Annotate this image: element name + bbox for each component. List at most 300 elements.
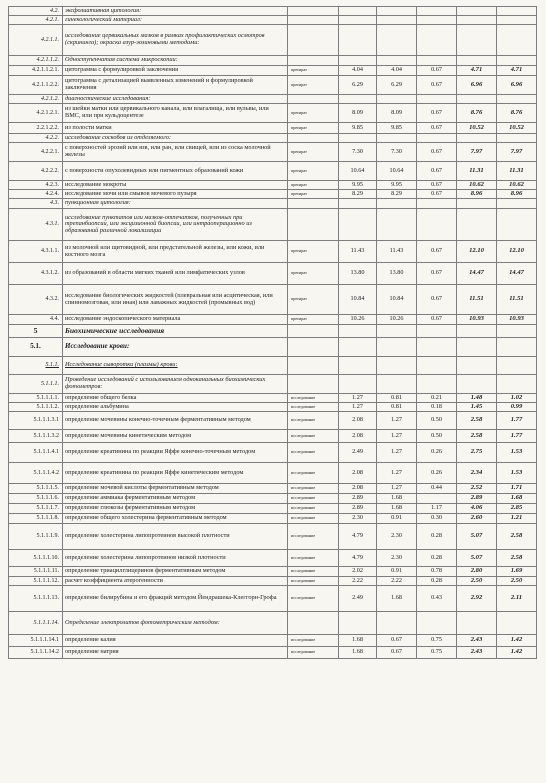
table-row: [9, 66, 537, 76]
row-value-v2: [377, 16, 417, 25]
row-value-v3: [417, 375, 457, 394]
row-value-v2: [377, 25, 417, 56]
row-value-v1: 4.79: [339, 550, 377, 567]
row-value-v3: 0.67: [417, 190, 457, 199]
row-value-v2: 0.67: [377, 647, 417, 659]
row-value-v2: 1.68: [377, 504, 417, 514]
row-unit: препарат: [288, 315, 339, 325]
row-unit: [288, 25, 339, 56]
row-code: 4.2.3.: [9, 181, 63, 190]
row-value-v1: [339, 209, 377, 241]
table-row: [9, 647, 537, 659]
row-value-v1: [339, 357, 377, 375]
table-row: [9, 76, 537, 95]
row-value-v3: 0.30: [417, 514, 457, 524]
row-total-v4: 4.06: [457, 504, 497, 514]
table-row: [9, 16, 537, 25]
row-value-v2: 0.91: [377, 567, 417, 577]
row-value-v1: 13.80: [339, 263, 377, 285]
row-value-v2: 1.27: [377, 463, 417, 484]
row-total-v5: 4.71: [497, 66, 537, 76]
row-unit: [288, 16, 339, 25]
row-name: определение креатинина по реакции Яффе кинетическим методом: [63, 463, 288, 484]
row-value-v3: [417, 7, 457, 16]
row-code: 5.1.1.1.14.2: [9, 647, 63, 659]
row-value-v3: 0.67: [417, 76, 457, 95]
row-total-v4: 12.10: [457, 241, 497, 263]
table-row: [9, 357, 537, 375]
row-code: 4.3.1.: [9, 209, 63, 241]
row-total-v4: 2.50: [457, 577, 497, 586]
row-code: 4.2.1.1.2.1.: [9, 66, 63, 76]
row-value-v2: 0.67: [377, 635, 417, 647]
row-total-v4: 6.96: [457, 76, 497, 95]
row-code: 5.1.1.1.2.: [9, 403, 63, 412]
row-code: 4.2.1.1.: [9, 25, 63, 56]
row-value-v2: 13.80: [377, 263, 417, 285]
row-value-v2: 1.68: [377, 586, 417, 612]
row-total-v5: 1.77: [497, 430, 537, 443]
row-unit: препарат: [288, 190, 339, 199]
row-total-v4: 5.07: [457, 550, 497, 567]
row-value-v2: [377, 56, 417, 66]
row-name: эксфолиативная цитология:: [63, 7, 288, 16]
row-unit: [288, 7, 339, 16]
row-name: исследование биологических жидкостей (плевральная или асцитическая, или спинномозговая, или иная) или лаважных жидкостей (промывных вод): [63, 285, 288, 315]
row-code: 5: [9, 325, 63, 338]
row-value-v1: [339, 16, 377, 25]
row-value-v2: 10.64: [377, 162, 417, 181]
document-page: [8, 6, 536, 777]
row-value-v3: 0.50: [417, 412, 457, 430]
row-value-v2: 0.81: [377, 403, 417, 412]
price-table: [8, 6, 537, 659]
row-name: из шейки матки или цервикального канала, или влагалища, или вульвы, или ВМС, или при кульдоцентезе: [63, 104, 288, 123]
row-value-v3: 0.26: [417, 463, 457, 484]
row-value-v1: 2.49: [339, 586, 377, 612]
row-code: 5.1.1.1.8.: [9, 514, 63, 524]
table-row: [9, 524, 537, 550]
row-total-v5: 6.96: [497, 76, 537, 95]
row-value-v2: 1.68: [377, 494, 417, 504]
row-value-v2: [377, 612, 417, 635]
row-value-v3: 0.26: [417, 443, 457, 463]
row-unit: препарат: [288, 104, 339, 123]
row-code: 4.3.1.2.: [9, 263, 63, 285]
row-total-v4: 2.58: [457, 430, 497, 443]
row-value-v3: [417, 25, 457, 56]
row-value-v1: 6.29: [339, 76, 377, 95]
table-row: [9, 375, 537, 394]
row-total-v4: 2.52: [457, 484, 497, 494]
row-value-v3: [417, 494, 457, 504]
row-code: 4.2.2.1.: [9, 143, 63, 162]
row-name: определение холестерина липопротеинов высокой плотности: [63, 524, 288, 550]
row-total-v5: 1.71: [497, 484, 537, 494]
row-value-v1: 2.22: [339, 577, 377, 586]
row-value-v2: [377, 134, 417, 143]
row-value-v2: 0.91: [377, 514, 417, 524]
table-row: [9, 95, 537, 104]
row-total-v4: [457, 16, 497, 25]
table-row: [9, 285, 537, 315]
table-row: [9, 25, 537, 56]
row-value-v1: 9.85: [339, 123, 377, 134]
row-value-v3: 0.44: [417, 484, 457, 494]
row-total-v4: 1.48: [457, 394, 497, 403]
row-code: 5.1.1.1.6.: [9, 494, 63, 504]
row-unit: препарат: [288, 162, 339, 181]
table-row: [9, 56, 537, 66]
row-total-v4: [457, 7, 497, 16]
row-unit: исследование: [288, 586, 339, 612]
row-value-v3: 0.67: [417, 104, 457, 123]
table-row: [9, 443, 537, 463]
row-code: 5.1.1.1.13.: [9, 586, 63, 612]
table-body: [9, 7, 537, 659]
row-code: 4.3.1.1.: [9, 241, 63, 263]
row-value-v1: [339, 134, 377, 143]
row-code: 4.2.1.2.: [9, 95, 63, 104]
table-row: [9, 190, 537, 199]
row-value-v1: 2.49: [339, 443, 377, 463]
row-unit: препарат: [288, 76, 339, 95]
row-value-v3: 0.67: [417, 162, 457, 181]
row-total-v4: 5.07: [457, 524, 497, 550]
row-value-v2: [377, 325, 417, 338]
row-code: 5.1.1.1.3.1: [9, 412, 63, 430]
row-unit: препарат: [288, 263, 339, 285]
table-row: [9, 586, 537, 612]
row-total-v5: 2.58: [497, 524, 537, 550]
table-row: [9, 162, 537, 181]
table-row: [9, 514, 537, 524]
row-total-v4: 14.47: [457, 263, 497, 285]
row-total-v4: 10.52: [457, 123, 497, 134]
row-name: цитограмма с формулировкой заключения: [63, 66, 288, 76]
row-value-v3: 0.75: [417, 647, 457, 659]
row-total-v4: 2.75: [457, 443, 497, 463]
row-unit: исследование: [288, 550, 339, 567]
row-name: исследование эндоскопического материала: [63, 315, 288, 325]
table-row: [9, 104, 537, 123]
table-row: [9, 635, 537, 647]
row-total-v4: 11.51: [457, 285, 497, 315]
row-unit: исследование: [288, 443, 339, 463]
row-name: исследование цервикальных мазков в рамках профилактических осмотров (скрининга); окраска азур-эозиновыми методами:: [63, 25, 288, 56]
row-total-v5: 1.53: [497, 443, 537, 463]
row-total-v5: [497, 612, 537, 635]
row-value-v3: 0.78: [417, 567, 457, 577]
row-code: 4.2.: [9, 7, 63, 16]
row-name: Определение электролитов фотометрическим методом:: [63, 612, 288, 635]
row-value-v3: 0.28: [417, 550, 457, 567]
row-unit: [288, 56, 339, 66]
row-total-v4: [457, 612, 497, 635]
row-unit: исследование: [288, 412, 339, 430]
row-value-v3: 0.67: [417, 181, 457, 190]
row-value-v3: [417, 16, 457, 25]
table-row: [9, 315, 537, 325]
row-total-v4: 8.96: [457, 190, 497, 199]
row-unit: препарат: [288, 123, 339, 134]
row-total-v5: 11.51: [497, 285, 537, 315]
row-code: 4.2.1.1.2.: [9, 56, 63, 66]
row-total-v4: 10.93: [457, 315, 497, 325]
row-total-v5: [497, 7, 537, 16]
row-total-v5: 1.42: [497, 635, 537, 647]
row-value-v3: 0.28: [417, 577, 457, 586]
row-value-v1: 2.08: [339, 484, 377, 494]
row-total-v5: [497, 95, 537, 104]
row-name: определение креатинина по реакции Яффе конечно-точечным методом: [63, 443, 288, 463]
row-unit: исследование: [288, 430, 339, 443]
row-unit: исследование: [288, 403, 339, 412]
row-code: 5.1.1.1.5.: [9, 484, 63, 494]
row-value-v3: 0.28: [417, 524, 457, 550]
row-name: определение триацилглицеринов ферментативным методом: [63, 567, 288, 577]
row-total-v5: 8.76: [497, 104, 537, 123]
table-row: [9, 412, 537, 430]
row-name: определение мочевины конечно-точечным ферментативным методом: [63, 412, 288, 430]
row-total-v5: 10.62: [497, 181, 537, 190]
row-code: 5.1.1.: [9, 357, 63, 375]
row-code: 4.3.2.: [9, 285, 63, 315]
row-total-v4: [457, 56, 497, 66]
row-value-v2: 4.04: [377, 66, 417, 76]
row-code: 4.3.: [9, 199, 63, 209]
row-value-v2: 9.95: [377, 181, 417, 190]
row-value-v1: 1.68: [339, 647, 377, 659]
row-total-v5: 1.42: [497, 647, 537, 659]
row-value-v3: 0.43: [417, 586, 457, 612]
row-total-v5: 8.96: [497, 190, 537, 199]
row-value-v1: 10.84: [339, 285, 377, 315]
row-name: с поверхностей эрозий или язв, или ран, или свищей, или из соска молочной железы: [63, 143, 288, 162]
row-code: 5.1.1.1.11.: [9, 567, 63, 577]
row-value-v1: 8.29: [339, 190, 377, 199]
row-total-v4: 10.62: [457, 181, 497, 190]
row-value-v3: 0.75: [417, 635, 457, 647]
row-value-v2: [377, 199, 417, 209]
row-value-v1: [339, 56, 377, 66]
table-row: [9, 403, 537, 412]
row-value-v3: [417, 612, 457, 635]
row-name: из полости матки: [63, 123, 288, 134]
row-value-v1: [339, 7, 377, 16]
row-total-v5: [497, 25, 537, 56]
row-value-v1: 1.68: [339, 635, 377, 647]
row-total-v4: [457, 95, 497, 104]
row-value-v2: 0.81: [377, 394, 417, 403]
row-total-v4: 11.31: [457, 162, 497, 181]
table-row: [9, 463, 537, 484]
row-unit: исследование: [288, 394, 339, 403]
row-code: 5.1.1.1.14.1: [9, 635, 63, 647]
row-unit: исследование: [288, 484, 339, 494]
table-row: [9, 134, 537, 143]
row-value-v3: 0.18: [417, 403, 457, 412]
row-value-v2: 1.27: [377, 412, 417, 430]
row-value-v3: 0.67: [417, 315, 457, 325]
row-value-v1: [339, 325, 377, 338]
row-name: исследование мочи или смывов мочевого пузыря: [63, 190, 288, 199]
row-value-v3: 0.50: [417, 430, 457, 443]
row-code: 4.2.1.: [9, 16, 63, 25]
table-row: [9, 338, 537, 357]
row-total-v4: [457, 199, 497, 209]
table-row: [9, 123, 537, 134]
row-total-v5: 10.52: [497, 123, 537, 134]
row-value-v1: [339, 612, 377, 635]
row-value-v2: 10.84: [377, 285, 417, 315]
row-code: 4.2.1.2.1.: [9, 104, 63, 123]
row-total-v5: [497, 134, 537, 143]
row-value-v3: [417, 95, 457, 104]
row-value-v2: 1.27: [377, 443, 417, 463]
row-code: 5.1.1.1.12.: [9, 577, 63, 586]
row-total-v5: [497, 16, 537, 25]
row-value-v3: [417, 209, 457, 241]
row-value-v3: [417, 199, 457, 209]
row-value-v1: [339, 375, 377, 394]
row-name: исследование пунктатов или мазков-отпечатков, полученных при трепанбиопсии, или эксцизионной биопсии, или интраоперационно из образований различной локализации: [63, 209, 288, 241]
row-name: с поверхности опухолевидных или пигментных образований кожи: [63, 162, 288, 181]
row-value-v2: [377, 95, 417, 104]
row-value-v2: 2.22: [377, 577, 417, 586]
row-value-v1: [339, 199, 377, 209]
row-name: определение глюкозы ферментативным методом: [63, 504, 288, 514]
row-total-v5: 2.11: [497, 586, 537, 612]
row-unit: исследование: [288, 494, 339, 504]
row-total-v4: 2.43: [457, 647, 497, 659]
table-row: [9, 484, 537, 494]
row-value-v1: 2.08: [339, 430, 377, 443]
row-total-v4: [457, 357, 497, 375]
row-unit: исследование: [288, 577, 339, 586]
row-value-v3: [417, 338, 457, 357]
row-unit: исследование: [288, 514, 339, 524]
row-unit: [288, 134, 339, 143]
row-name: исследование мокроты: [63, 181, 288, 190]
row-unit: [288, 325, 339, 338]
row-total-v5: [497, 338, 537, 357]
row-value-v2: 11.43: [377, 241, 417, 263]
row-code: 5.1.1.1.9.: [9, 524, 63, 550]
row-total-v4: [457, 209, 497, 241]
row-name: определение мочевины кинетическим методом: [63, 430, 288, 443]
table-row: [9, 209, 537, 241]
row-value-v1: 4.04: [339, 66, 377, 76]
row-unit: [288, 95, 339, 104]
row-name: определение мочевой кислоты ферментативным методом: [63, 484, 288, 494]
row-total-v4: 2.89: [457, 494, 497, 504]
row-name: расчет коэффициента атерогенности: [63, 577, 288, 586]
table-row: [9, 199, 537, 209]
row-total-v5: 11.31: [497, 162, 537, 181]
row-unit: препарат: [288, 66, 339, 76]
row-value-v2: 8.29: [377, 190, 417, 199]
row-total-v5: 1.53: [497, 463, 537, 484]
row-value-v3: 0.67: [417, 143, 457, 162]
row-total-v4: [457, 25, 497, 56]
row-value-v3: [417, 134, 457, 143]
row-code: 4.4.: [9, 315, 63, 325]
row-name: Исследование сыворотки (плазмы) крови:: [63, 357, 288, 375]
row-total-v4: 2.43: [457, 635, 497, 647]
row-total-v4: 8.76: [457, 104, 497, 123]
row-code: 4.2.4.: [9, 190, 63, 199]
row-name: диагностические исследования:: [63, 95, 288, 104]
row-value-v3: 0.21: [417, 394, 457, 403]
row-name: из молочной или щитовидной, или предстательной железы, или кожи, или костного мозга: [63, 241, 288, 263]
row-unit: [288, 357, 339, 375]
row-name: определение аммиака ферментативным методом: [63, 494, 288, 504]
row-unit: [288, 209, 339, 241]
table-row: [9, 394, 537, 403]
row-value-v1: 2.08: [339, 412, 377, 430]
row-total-v5: 0.99: [497, 403, 537, 412]
row-unit: исследование: [288, 524, 339, 550]
row-unit: препарат: [288, 285, 339, 315]
row-name: гинекологический материал:: [63, 16, 288, 25]
row-value-v1: 1.27: [339, 394, 377, 403]
row-value-v1: [339, 95, 377, 104]
row-unit: препарат: [288, 241, 339, 263]
row-name: пункционная цитология:: [63, 199, 288, 209]
table-row: [9, 430, 537, 443]
row-value-v1: 9.95: [339, 181, 377, 190]
table-row: [9, 263, 537, 285]
row-value-v3: [417, 56, 457, 66]
row-total-v5: 7.97: [497, 143, 537, 162]
row-total-v5: 2.58: [497, 550, 537, 567]
row-value-v2: [377, 357, 417, 375]
table-row: [9, 612, 537, 635]
table-row: [9, 567, 537, 577]
row-name: Исследование крови:: [63, 338, 288, 357]
table-row: [9, 577, 537, 586]
row-name: из образований в области мягких тканей или лимфатических узлов: [63, 263, 288, 285]
row-value-v1: 4.79: [339, 524, 377, 550]
row-total-v4: [457, 325, 497, 338]
row-code: 5.1.1.1.4.1: [9, 443, 63, 463]
row-code: 5.1.1.1.3.2: [9, 430, 63, 443]
row-unit: [288, 612, 339, 635]
row-value-v2: 9.85: [377, 123, 417, 134]
row-value-v2: [377, 375, 417, 394]
row-unit: исследование: [288, 635, 339, 647]
row-value-v2: 1.27: [377, 484, 417, 494]
row-value-v1: 8.09: [339, 104, 377, 123]
row-name: определение общего холестерина ферментативным методом: [63, 514, 288, 524]
row-value-v2: [377, 338, 417, 357]
row-value-v1: [339, 338, 377, 357]
row-code: 4.2.1.1.2.2.: [9, 76, 63, 95]
table-row: [9, 181, 537, 190]
row-unit: исследование: [288, 647, 339, 659]
row-name: определение натрия: [63, 647, 288, 659]
row-code: 4.2.2.2.: [9, 162, 63, 181]
row-unit: [288, 199, 339, 209]
row-value-v1: [339, 25, 377, 56]
table-row: [9, 550, 537, 567]
row-total-v4: [457, 134, 497, 143]
row-value-v1: 2.30: [339, 514, 377, 524]
table-row: [9, 241, 537, 263]
row-total-v5: 1.21: [497, 514, 537, 524]
row-value-v3: [417, 325, 457, 338]
